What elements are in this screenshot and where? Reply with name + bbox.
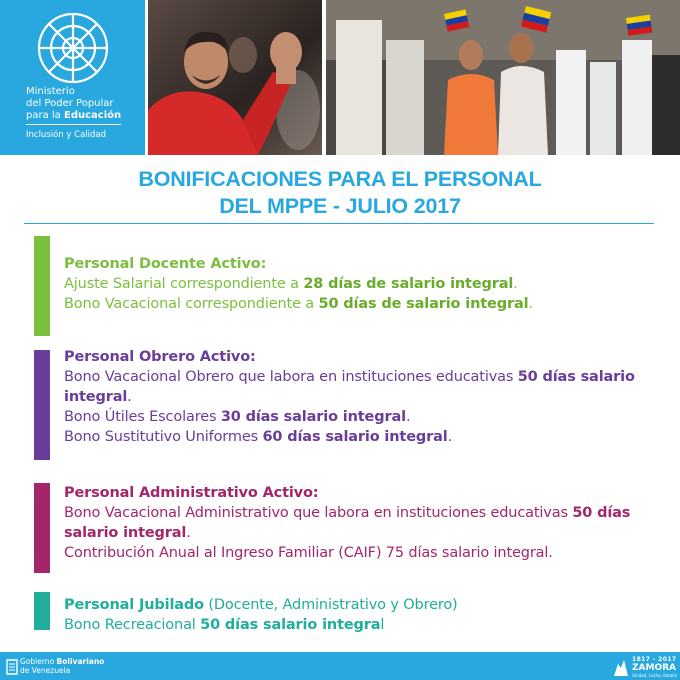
obrero-line-1-bold: 50 días salario integral bbox=[64, 369, 635, 405]
section-jubilado-heading-note: (Docente, Administrativo y Obrero) bbox=[203, 597, 458, 613]
ministry-name bbox=[26, 86, 144, 122]
section-obrero-text bbox=[64, 347, 664, 447]
venezuela-flag-icon bbox=[6, 658, 18, 676]
ministry-line-2: del Poder Popular bbox=[26, 98, 114, 109]
zamora-subtitle: Unidad, Lucha, Batalla bbox=[632, 673, 677, 678]
photo-students bbox=[326, 0, 680, 155]
docente-line-1-bold: 28 días de salario integral bbox=[303, 276, 514, 292]
obrero-line-2 bbox=[64, 407, 664, 427]
admin-line-1-bold: 50 días salario integral bbox=[64, 505, 631, 541]
section-administrativo-bar bbox=[34, 483, 50, 573]
ministry-line-3 bbox=[26, 110, 144, 122]
obrero-line-1 bbox=[64, 367, 664, 407]
jubilado-line-1 bbox=[64, 615, 664, 635]
logo-divider bbox=[26, 124, 121, 125]
section-administrativo-heading: Personal Administrativo Activo: bbox=[64, 485, 319, 501]
jubilado-line-1-end: l bbox=[380, 617, 385, 633]
page-title-line-2: DEL MPPE - JULIO 2017 bbox=[219, 194, 461, 218]
ministry-line-1: Ministerio bbox=[26, 86, 75, 97]
admin-line-1-end: . bbox=[186, 525, 191, 541]
ministry-slogan: Inclusión y Calidad bbox=[26, 130, 106, 140]
docente-line-1-end: . bbox=[513, 276, 518, 292]
photo-president bbox=[148, 0, 322, 155]
obrero-line-3 bbox=[64, 427, 664, 447]
admin-line-1 bbox=[64, 503, 664, 543]
government-line-2: de Venezuela bbox=[20, 665, 71, 675]
zamora-years: 1817 - 2017 bbox=[632, 656, 677, 663]
page-title-line-1: BONIFICACIONES PARA EL PERSONAL bbox=[138, 167, 542, 191]
government-line-1-bold: Bolivariano bbox=[56, 657, 105, 666]
zamora-emblem-icon bbox=[612, 656, 630, 678]
section-jubilado-heading: Personal Jubilado bbox=[64, 597, 204, 613]
ministry-line-3-prefix: para la bbox=[26, 110, 64, 121]
ministry-logo-icon bbox=[30, 8, 116, 88]
obrero-line-1-text: Bono Vacacional Obrero que labora en instituciones educativas bbox=[64, 369, 518, 385]
page-title bbox=[0, 166, 680, 220]
government-name bbox=[20, 658, 104, 675]
obrero-line-2-bold: 30 días salario integral bbox=[220, 409, 406, 425]
obrero-line-3-text: Bono Sustitutivo Uniformes bbox=[64, 429, 263, 445]
obrero-line-1-end: . bbox=[127, 389, 132, 405]
title-divider bbox=[24, 223, 654, 224]
zamora-name: ZAMORA bbox=[632, 663, 676, 673]
obrero-line-2-end: . bbox=[405, 409, 411, 425]
section-docente-text bbox=[64, 254, 664, 314]
admin-line-2: Contribución Anual al Ingreso Familiar (CAIF) 75 días salario integral. bbox=[64, 545, 553, 561]
obrero-line-2-text: Bono Útiles Escolares bbox=[64, 409, 221, 425]
section-jubilado-bar bbox=[34, 592, 50, 630]
section-docente-heading: Personal Docente Activo: bbox=[64, 256, 267, 272]
section-administrativo-text bbox=[64, 483, 664, 563]
obrero-line-3-bold: 60 días salario integral bbox=[262, 429, 448, 445]
docente-line-1 bbox=[64, 274, 664, 294]
docente-line-2-bold: 50 días de salario integral bbox=[318, 296, 529, 312]
section-obrero-heading: Personal Obrero Activo: bbox=[64, 349, 256, 365]
docente-line-2-text: Bono Vacacional correspondiente a bbox=[64, 296, 319, 312]
section-obrero-bar bbox=[34, 350, 50, 460]
section-jubilado-text bbox=[64, 595, 664, 635]
docente-line-1-text: Ajuste Salarial correspondiente a bbox=[64, 276, 304, 292]
section-jubilado-heading-line bbox=[64, 595, 664, 615]
docente-line-2-end: . bbox=[528, 296, 533, 312]
government-line-1-prefix: Gobierno bbox=[20, 657, 57, 666]
obrero-line-3-end: . bbox=[447, 429, 453, 445]
docente-line-2 bbox=[64, 294, 664, 314]
section-docente-bar bbox=[34, 236, 50, 336]
admin-line-1-text: Bono Vacacional Administrativo que labora en instituciones educativas bbox=[64, 505, 573, 521]
ministry-line-3-bold: Educación bbox=[63, 110, 122, 121]
jubilado-line-1-bold: 50 días salario integra bbox=[200, 617, 381, 633]
jubilado-line-1-text: Bono Recreacional bbox=[64, 617, 201, 633]
